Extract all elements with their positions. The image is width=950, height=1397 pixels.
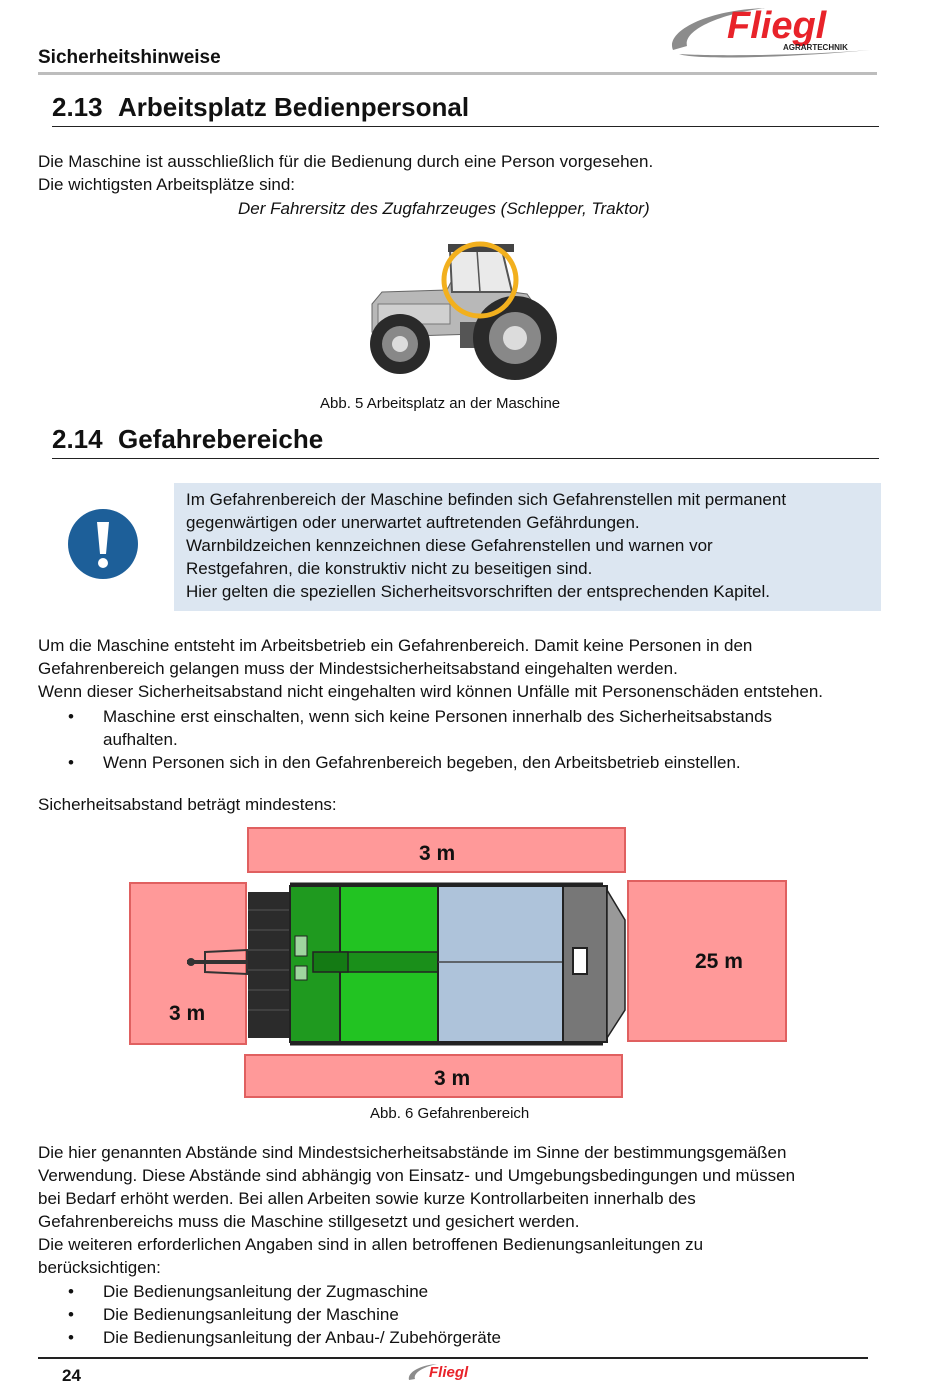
paragraph-line: bei Bedarf erhöht werden. Bei allen Arbeiten sowie kurze Kontrollarbeiten innerhalb des [38, 1189, 696, 1208]
note-line: Warnbildzeichen kennzeichnen diese Gefahrenstellen und warnen vor [186, 536, 713, 555]
paragraph-line: Um die Maschine entsteht im Arbeitsbetrieb ein Gefahrenbereich. Damit keine Personen in den [38, 636, 753, 655]
footer-rule [38, 1357, 868, 1359]
heading-title: Gefahrebereiche [118, 424, 324, 454]
paragraph-line: Die wichtigsten Arbeitsplätze sind: [38, 175, 296, 194]
footer-logo [407, 1362, 487, 1384]
paragraph-line: Die Maschine ist ausschließlich für die Bedienung durch eine Person vorgesehen. [38, 152, 654, 171]
heading-2-13 [52, 92, 469, 123]
workplace-text: Der Fahrersitz des Zugfahrzeuges (Schlepper, Traktor) [238, 199, 650, 218]
paragraph-line: Die hier genannten Abstände sind Mindestsicherheitsabstände im Sinne der bestimmungsgemäßen [38, 1143, 787, 1162]
list-item: • Wenn Personen sich in den Gefahrenbereich begeben, den Arbeitsbetrieb einstellen. [38, 751, 858, 774]
paragraph-line: Die weiteren erforderlichen Angaben sind in allen betroffenen Bedienungsanleitungen zu [38, 1235, 704, 1254]
list-item: • Die Bedienungsanleitung der Zugmaschine [38, 1280, 858, 1303]
list-item: • Die Bedienungsanleitung der Maschine [38, 1303, 858, 1326]
figure-caption-6: Abb. 6 Gefahrenbereich [370, 1105, 530, 1122]
mandatory-action-icon [67, 508, 139, 580]
page-number: 24 [62, 1366, 81, 1385]
zone-bottom [244, 1054, 623, 1098]
distance-intro: Sicherheitsabstand beträgt mindestens: [38, 795, 337, 814]
zone-right-label: 25 m [695, 950, 743, 973]
heading-2-14 [52, 424, 323, 455]
tractor-image [352, 232, 567, 382]
note-line: Im Gefahrenbereich der Maschine befinden sich Gefahrenstellen mit permanent [186, 490, 787, 509]
footer-logo-text: Fliegl [429, 1364, 469, 1381]
logo-text: Fliegl [727, 5, 827, 47]
paragraph-line: Wenn dieser Sicherheitsabstand nicht eingehalten wird können Unfälle mit Personenschäden entstehen. [38, 682, 824, 701]
figure-caption-5: Abb. 5 Arbeitsplatz an der Maschine [320, 395, 561, 412]
machine-top-view [183, 880, 628, 1050]
heading-rule [52, 458, 879, 459]
header-section-title: Sicherheitshinweise [38, 47, 221, 68]
zone-top-label: 3 m [419, 842, 456, 865]
note-line: Hier gelten die speziellen Sicherheitsvorschriften der entsprechenden Kapitel. [186, 582, 771, 601]
paragraph-line: Gefahrenbereich gelangen muss der Mindestsicherheitsabstand eingehalten werden. [38, 659, 678, 678]
zone-right [627, 880, 787, 1042]
paragraph-line: Gefahrenbereichs muss die Maschine stillgesetzt und gesichert werden. [38, 1212, 580, 1231]
zone-bottom-label: 3 m [434, 1067, 471, 1090]
paragraph-line: Verwendung. Diese Abstände sind abhängig von Einsatz- und Umgebungsbedingungen und müssen [38, 1166, 796, 1185]
paragraph-line: berücksichtigen: [38, 1258, 161, 1277]
header-rule [38, 72, 877, 75]
zone-top [247, 827, 626, 873]
note-line: Restgefahren, die konstruktiv nicht zu beseitigen sind. [186, 559, 593, 578]
list-item: • Maschine erst einschalten, wenn sich keine Personen innerhalb des Sicherheitsabstands aufhalten. [38, 705, 858, 751]
fliegl-logo [665, 2, 880, 62]
zone-left-label: 3 m [169, 1002, 206, 1025]
safety-bullet-list [38, 705, 858, 774]
danger-area-paragraph [38, 634, 898, 703]
safety-note-text [186, 488, 876, 603]
logo-subtext: AGRARTECHNIK [783, 43, 848, 52]
manuals-list [38, 1280, 858, 1349]
list-item: • Die Bedienungsanleitung der Anbau-/ Zubehörgeräte [38, 1326, 858, 1349]
heading-number: 2.14 [52, 424, 103, 454]
note-line: gegenwärtigen oder unerwartet auftretenden Gefährdungen. [186, 513, 640, 532]
heading-number: 2.13 [52, 92, 103, 122]
heading-title: Arbeitsplatz Bedienpersonal [118, 92, 470, 122]
closing-paragraph [38, 1141, 898, 1279]
heading-rule [52, 126, 879, 127]
